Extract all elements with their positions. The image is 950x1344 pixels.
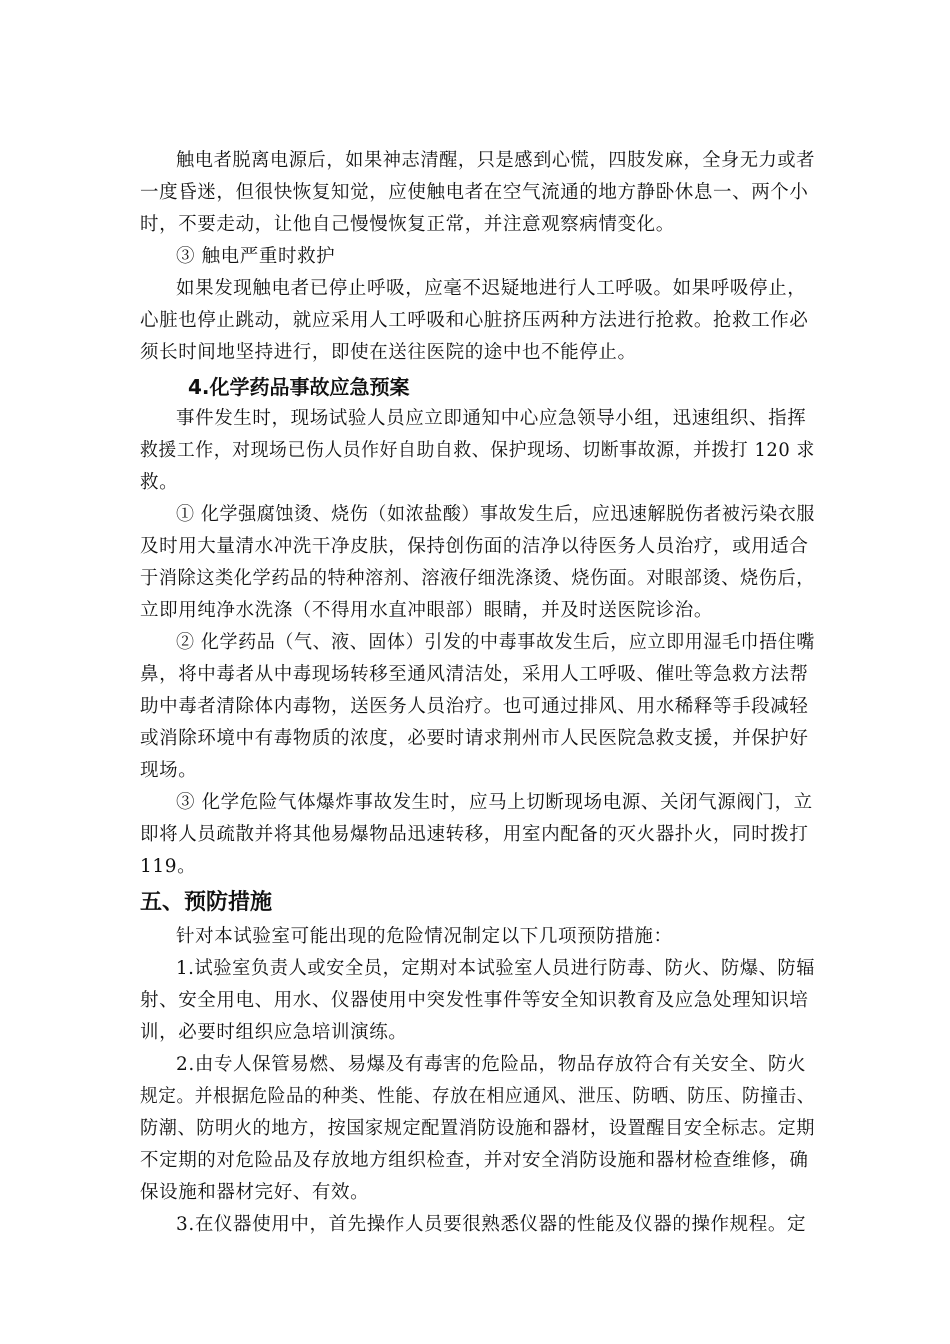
text-line: 射、安全用电、用水、仪器使用中突发性事件等安全知识教育及应急处理知识培	[140, 990, 809, 1011]
section-heading-4: 4.化学药品事故应急预案	[188, 375, 410, 399]
text-line: 现场。	[140, 760, 198, 781]
section-heading-5: 五、预防措施	[140, 890, 273, 915]
text-line: 及时用大量清水冲洗干净皮肤，保持创伤面的洁净以待医务人员治疗，或用适合	[140, 536, 809, 557]
text-line: 于消除这类化学药品的特种溶剂、溶液仔细洗涤烫、烧伤面。对眼部烫、烧伤后，	[140, 568, 816, 589]
subsection-heading: ③ 触电严重时救护	[176, 246, 336, 267]
text-line: 3.在仪器使用中，首先操作人员要很熟悉仪器的性能及仪器的操作规程。定	[176, 1214, 807, 1235]
text-line: 心脏也停止跳动，就应采用人工呼吸和心脏挤压两种方法进行抢救。抢救工作必	[140, 310, 809, 331]
text-line: 或消除环境中有毒物质的浓度，必要时请求荆州市人民医院急救支援，并保护好	[140, 728, 809, 749]
text-line: 须长时间地坚持进行，即使在送往医院的途中也不能停止。	[140, 342, 637, 363]
text-line: 不定期的对危险品及存放地方组织检查，并对安全消防设施和器材检查维修，确	[140, 1150, 809, 1171]
text-line: 保设施和器材完好、有效。	[140, 1182, 370, 1203]
text-line: 如果发现触电者已停止呼吸，应毫不迟疑地进行人工呼吸。如果呼吸停止，	[176, 278, 807, 299]
text-line: 救援工作，对现场已伤人员作好自助自救、保护现场、切断事故源，并拨打 120 求	[140, 440, 816, 461]
text-line: 针对本试验室可能出现的危险情况制定以下几项预防措施：	[176, 926, 673, 947]
text-line: 助中毒者清除体内毒物，送医务人员治疗。也可通过排风、用水稀释等手段减轻	[140, 696, 809, 717]
text-line: 防潮、防明火的地方，按国家规定配置消防设施和器材，设置醒目安全标志。定期	[140, 1118, 816, 1139]
text-line: ① 化学强腐蚀烫、烧伤（如浓盐酸）事故发生后，应迅速解脱伤者被污染衣服	[176, 504, 815, 525]
text-line: 119。	[140, 856, 197, 877]
text-line: 一度昏迷，但很快恢复知觉，应使触电者在空气流通的地方静卧休息一、两个小	[140, 182, 809, 203]
text-line: 即将人员疏散并将其他易爆物品迅速转移，用室内配备的灭火器扑火，同时拨打	[140, 824, 809, 845]
text-line: 鼻，将中毒者从中毒现场转移至通风清洁处，采用人工呼吸、催吐等急救方法帮	[140, 664, 809, 685]
text-line: 时，不要走动，让他自己慢慢恢复正常，并注意观察病情变化。	[140, 214, 675, 235]
text-line: 立即用纯净水洗涤（不得用水直冲眼部）眼睛，并及时送医院诊治。	[140, 600, 714, 621]
text-line: 事件发生时，现场试验人员应立即通知中心应急领导小组，迅速组织、指挥	[176, 408, 807, 429]
text-line: 1.试验室负责人或安全员，定期对本试验室人员进行防毒、防火、防爆、防辐	[176, 958, 816, 979]
text-line: 救。	[140, 472, 179, 493]
text-line: 训，必要时组织应急培训演练。	[140, 1022, 408, 1043]
body-text	[140, 0, 816, 1344]
text-line: 触电者脱离电源后，如果神志清醒，只是感到心慌，四肢发麻，全身无力或者	[176, 150, 816, 171]
text-line: ③ 化学危险气体爆炸事故发生时，应马上切断现场电源、关闭气源阀门，立	[176, 792, 813, 813]
text-line: 规定。并根据危险品的种类、性能、存放在相应通风、泄压、防晒、防压、防撞击、	[140, 1086, 815, 1107]
text-line: 2.由专人保管易燃、易爆及有毒害的危险品，物品存放符合有关安全、防火	[176, 1054, 807, 1075]
text-line: ② 化学药品（气、液、固体）引发的中毒事故发生后，应立即用湿毛巾捂住嘴	[176, 632, 815, 653]
